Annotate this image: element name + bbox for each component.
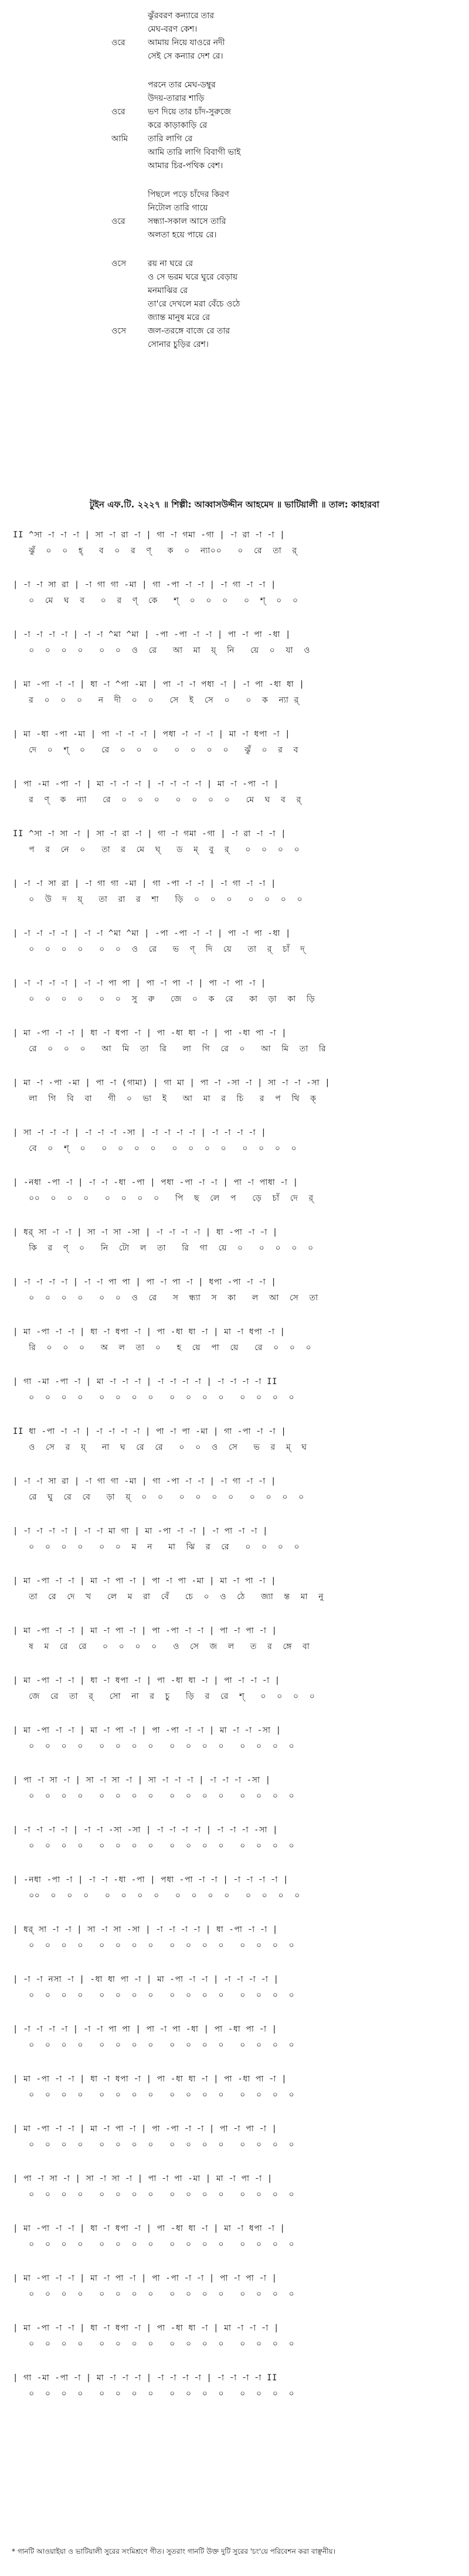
lyrics-block bbox=[111, 9, 358, 367]
notation-row bbox=[0, 1623, 469, 1673]
syllable-line: জে রে তা র্ সো না র চু ড়ি র রে শ্ ০ ০ ০ ০ bbox=[13, 1692, 315, 1701]
swara-line: II ধা -পা -া -া | -া -া -া -া | পা -া পা -মা | গা -পা -া -া | bbox=[13, 1427, 287, 1436]
lyric-text: আমি তারি লাগি বিবাগী ভাই bbox=[148, 148, 241, 157]
notation-row bbox=[0, 2022, 469, 2071]
syllable-line: ও সে র য়্ না ঘ রে রে ০ ০ ও সে ভ র ম্ ঘ bbox=[13, 1443, 307, 1452]
notation-row bbox=[0, 1324, 469, 1374]
swara-line: | মা -পা -া -া | মা -া পা -া | পা -া পা -মা | মা -া পা -া | bbox=[13, 1576, 277, 1586]
notation-row bbox=[0, 1922, 469, 1972]
notation-row bbox=[0, 876, 469, 926]
lyric-text: রয় না ঘরে রে bbox=[148, 259, 193, 268]
swara-line: | মা -পা -া -া | ধা -া ধপা -া | পা -ধা ধা -া | মা -া -া -া | bbox=[13, 2323, 280, 2333]
lyric-prefix: ওসে bbox=[111, 326, 127, 336]
swara-line: | -া -া -া -া | -া -া মা গা | মা -পা -া -া | -া পা -া -া | bbox=[13, 1526, 269, 1536]
lyric-line bbox=[111, 50, 358, 63]
lyric-text: আমার চির-পথিক বেশ। bbox=[148, 161, 223, 171]
swara-line: | -া -া -া -া | -া -া ^মা ^মা | -পা -পা -া -া | পা -া পা -ধা | bbox=[13, 929, 291, 938]
swara-line: | গা -মা -পা -া | মা -া -া -া | -া -া -া -া | -া -া -া -া II bbox=[13, 2373, 278, 2383]
swara-line: | ধর্ সা -া -া | সা -া সা -সা | -া -া -া -া | ধা -পা -া -া | bbox=[13, 1228, 278, 1237]
swara-line: | পা -া সা -া | সা -া সা -া | পা -া পা -মা | মা -া পা -া | bbox=[13, 2174, 273, 2183]
lyric-prefix: ওরে bbox=[111, 38, 125, 47]
lyric-line bbox=[111, 298, 358, 311]
syllable-line: ০ উ দ য়্ তা রা র শা ড়ি ০ ০ ০ ০ ০ ০ ০ bbox=[13, 895, 303, 904]
swara-line: | মা -পা -া -া | ধা -া ধপা -া | পা -ধা ধা -া | মা -া ধপা -া | bbox=[13, 2224, 286, 2233]
syllable-line: ০০ ০ ০ ০ ০ ০ ০ ০ ০ ০ ০ ০ ০ ০ ০ ০ bbox=[13, 1891, 300, 1900]
swara-line: | মা -পা -া -া | ধা -া ধপা -া | পা -ধা ধা -া | মা -া ধপা -া | bbox=[13, 1327, 286, 1337]
lyric-prefix: আমি bbox=[111, 134, 128, 144]
notation-row bbox=[0, 976, 469, 1025]
lyric-line bbox=[111, 146, 358, 159]
syllable-line: ০ ০ ০ ০ ০ ০ ০ ০ ০ ০ ০ ০ ০ ০ ০ ০ bbox=[13, 2240, 295, 2249]
lyric-text: ও সে ভরম ঘরে ঘুরে বেড়ায় bbox=[148, 272, 238, 282]
syllable-line: ০ মে ঘ ব ০ র ণ্ কে শ্ ০ ০ ০ ০ শ্ ০ ০ bbox=[13, 596, 298, 605]
lyric-line bbox=[111, 132, 358, 146]
syllable-line: ০ ০ ০ ০ ০ ০ ০ ০ ০ ০ ০ ০ ০ ০ ০ ০ bbox=[13, 1742, 295, 1751]
lyric-line bbox=[111, 338, 358, 352]
syllable-line: ০ ০ ০ ০ ০ ০ ০ ০ ০ ০ ০ ০ ০ ০ ০ ০ bbox=[13, 2339, 295, 2349]
lyric-line bbox=[111, 271, 358, 284]
notation-row bbox=[0, 2071, 469, 2121]
syllable-line: তা রে দে খ লে ম রা বেঁ চে ০ ও ঠে জ্যা ন্ত মা নু bbox=[13, 1592, 324, 1602]
lyric-prefix: ওরে bbox=[111, 217, 125, 226]
swara-line: | -নধা -পা -া | -া -া -ধা -পা | পধা -পা -া -া | -া -া -া -া | bbox=[13, 1875, 289, 1885]
swara-line: | মা -পা -া -া | ধা -া ধপা -া | পা -ধা ধা -া | পা -ধা পা -া | bbox=[13, 1028, 287, 1038]
lyric-line bbox=[111, 105, 358, 119]
lyric-line bbox=[111, 311, 358, 325]
lyric-line bbox=[111, 36, 358, 50]
notation-row bbox=[0, 1225, 469, 1275]
lyric-text: ভণ দিয়ে তার চাঁদ-সুরুজে bbox=[148, 107, 231, 117]
syllable-line: ০ ০ ০ ০ ০ ০ ০ ০ ০ ০ ০ ০ ০ ০ ০ ০ bbox=[13, 2040, 295, 2050]
lyric-text: ঝুঁরবরণ কন্যারে তার bbox=[148, 11, 215, 21]
notation-row bbox=[0, 627, 469, 677]
notation-row bbox=[0, 1673, 469, 1723]
lyric-text: তারি লাগি রে bbox=[148, 134, 193, 144]
lyric-text: পরনে তার মেঘ-ডম্বুর bbox=[148, 80, 216, 90]
lyric-line bbox=[111, 257, 358, 271]
syllable-line: ০ ০ ০ ০ ০ ০ ০ ০ ০ ০ ০ ০ ০ ০ ০ ০ bbox=[13, 2289, 295, 2299]
lyrics-stanza bbox=[111, 188, 358, 242]
lyric-line bbox=[111, 284, 358, 298]
syllable-line: ০ ০ ০ ০ ০ ০ ০ ০ ০ ০ ০ ০ ০ ০ ০ ০ bbox=[13, 1393, 295, 1402]
swara-line: | ধর্ সা -া -া | সা -া সা -সা | -া -া -া -া | ধা -পা -া -া | bbox=[13, 1925, 278, 1934]
syllable-line: ০ ০ ০ ০ ০ ০ ও রে আ মা য়্ নি য়ে ০ যা ও bbox=[13, 646, 311, 655]
notation-row bbox=[0, 1723, 469, 1773]
notation-row bbox=[0, 2271, 469, 2321]
syllable-line: র ০ ০ ০ ন দী ০ ০ সে ই সে ০ ০ ক ন্যা র্ bbox=[13, 696, 299, 705]
syllable-line: ০ ০ ০ ০ ০ ০ ০ ০ ০ ০ ০ ০ ০ ০ ০ ০ bbox=[13, 1841, 295, 1851]
notation-row bbox=[0, 1424, 469, 1474]
notation-row bbox=[0, 1972, 469, 2022]
swara-line: | মা -পা -া -া | মা -া পা -া | পা -পা -া -া | পা -া পা -া | bbox=[13, 2274, 277, 2283]
lyric-text: পিছলে পড়ে চাঁদের কিরণ bbox=[148, 190, 229, 199]
lyric-text: উদয়-তারার শাড়ি bbox=[148, 94, 205, 103]
swara-line: | -া -া -া -া | -া -া পা পা | পা -া পা -া | ধপা -পা -া -া | bbox=[13, 1277, 277, 1287]
lyric-prefix: ওসে bbox=[111, 259, 127, 268]
lyric-line bbox=[111, 9, 358, 23]
notation-row bbox=[0, 1474, 469, 1524]
lyrics-stanza bbox=[111, 79, 358, 173]
swara-line: | -া -া -া -া | -া -া -সা -সা | -া -া -া -া | -া -া -া -সা | bbox=[13, 1825, 278, 1835]
lyric-line bbox=[111, 188, 358, 202]
notation-row bbox=[0, 926, 469, 976]
syllable-line: ০ ০ ০ ০ ০ ০ ০ ০ ০ ০ ০ ০ ০ ০ ০ ০ bbox=[13, 1791, 295, 1801]
notation-row bbox=[0, 727, 469, 776]
swara-line: | পা -মা -পা -া | মা -া -া -া | -া -া -া -া | মা -া -পা -া | bbox=[13, 779, 279, 789]
swara-line: | -া -া সা রা | -া গা গা -মা | গা -পা -া -া | -া গা -া -া | bbox=[13, 1477, 276, 1486]
syllable-line: ০ ০ ০ ০ ০ ০ ম ন মা ঝি র রে ০ ০ ০ ০ bbox=[13, 1542, 300, 1552]
lyric-line bbox=[111, 215, 358, 229]
syllable-line: ০০ ০ ০ ০ ০ ০ ০ ০ পি ছ লে প ড়ে চাঁ দে র্ bbox=[13, 1194, 314, 1203]
lyrics-stanza bbox=[111, 9, 358, 63]
notation-row bbox=[0, 1374, 469, 1424]
notation-row bbox=[0, 826, 469, 876]
lyric-text: করে কাড়াকাড়ি রে bbox=[148, 121, 208, 130]
lyric-line bbox=[111, 92, 358, 105]
notation-row bbox=[0, 527, 469, 577]
swara-line: | মা -পা -া -া | মা -া পা -া | পা -পা -া -া | মা -া -া -সা | bbox=[13, 1726, 281, 1735]
lyric-text: সন্ধ্যা-সকাল আসে তারি bbox=[148, 217, 226, 226]
notation-row bbox=[0, 1275, 469, 1324]
lyric-line bbox=[111, 119, 358, 132]
swara-line: | মা -ধা -পা -মা | পা -া -া -া | পধা -া -া -া | মা -া ধপা -া | bbox=[13, 730, 291, 739]
lyric-line bbox=[111, 325, 358, 338]
syllable-line: রি ০ ০ ০ অ ল তা ০ হ য়ে পা য়ে রে ০ ০ ০ bbox=[13, 1343, 312, 1352]
lyrics-stanza bbox=[111, 257, 358, 352]
swara-line: | -া -া -া -া | -া -া পা পা | পা -া পা -া | পা -া পা -া | bbox=[13, 979, 266, 988]
lyric-text: জল-তরঙ্গে বাজে রে তার bbox=[148, 326, 230, 336]
notation-block bbox=[0, 527, 469, 2420]
song-header: টুইন এফ.টি. ২২২৭ ॥ শিল্পী: আব্বাসউদ্দীন আহমেদ ॥ ভাটিয়ালী ॥ তাল: কাহারবা bbox=[89, 499, 380, 510]
swara-line: | মা -পা -া -া | মা -া পা -া | পা -পা -া -া | পা -া পা -া | bbox=[13, 1626, 277, 1635]
swara-line: | গা -মা -পা -া | মা -া -া -া | -া -া -া -া | -া -া -া -া II bbox=[13, 1377, 278, 1386]
syllable-line: ঝুঁ ০ ০ হ্ ব ০ র ণ্ ক ০ ন্যা০০ ০ রে তা র্ bbox=[13, 546, 297, 556]
notation-row bbox=[0, 776, 469, 826]
notation-row bbox=[0, 1075, 469, 1125]
syllable-line: প র নে ০ তা র মে ঘ্ ড ম্ বু র্ ০ ০ ০ ০ bbox=[13, 845, 300, 854]
syllable-line: ০ ০ ০ ০ ০ ০ ০ ০ ০ ০ ০ ০ ০ ০ ০ ০ bbox=[13, 2140, 295, 2149]
notation-row bbox=[0, 2321, 469, 2370]
notation-row bbox=[0, 1025, 469, 1075]
lyric-text: মনমাঝির রে bbox=[148, 286, 188, 295]
lyric-line bbox=[111, 159, 358, 173]
notation-row bbox=[0, 1822, 469, 1872]
swara-line: | মা -া -পা -মা | পা -া (গামা) | গা মা | পা -া -সা -া | সা -া -া -সা | bbox=[13, 1078, 331, 1088]
notation-row bbox=[0, 2370, 469, 2420]
swara-line: | -া -া নসা -া | -ধা ধা পা -া | মা -পা -া -া | -া -া -া -া | bbox=[13, 1975, 279, 1984]
syllable-line: ০ ০ ০ ০ ০ ০ ০ ০ ০ ০ ০ ০ ০ ০ ০ ০ bbox=[13, 2190, 295, 2199]
swara-line: | -া -া -া -া | -া -া পা পা | পা -া পা -ধা | পা -ধা পা -া | bbox=[13, 2025, 277, 2034]
swara-line: | -া -া সা রা | -া গা গা -মা | গা -পা -া -া | -া গা -া -া | bbox=[13, 580, 276, 590]
notation-row bbox=[0, 1773, 469, 1822]
syllable-line: র ণ্ ক ন্যা রে ০ ০ ০ ০ ০ ০ ০ মে ঘ ব র্ bbox=[13, 795, 301, 805]
lyric-text: তা'রে দেখলে মরা বেঁচে ওঠে bbox=[148, 299, 240, 309]
lyric-text: আমায় নিয়ে যাওরে নদী bbox=[148, 38, 225, 47]
syllable-line: ০ ০ ০ ০ ০ ০ সু রু জে ০ ক রে কা ড়া কা ড়ি bbox=[13, 994, 315, 1004]
swara-line: | -া -া -া -া | -া -া ^মা ^মা | -পা -পা -া -া | পা -া পা -ধা | bbox=[13, 630, 291, 639]
notation-row bbox=[0, 1125, 469, 1175]
notation-row bbox=[0, 1524, 469, 1573]
swara-line: | -নধা -পা -া | -া -া -ধা -পা | পধা -পা -া -া | পা -া পাধা -া | bbox=[13, 1178, 298, 1187]
syllable-line: কি র ণ্ ০ নি টো ল তা রি গা য়ে ০ ০ ০ ০ ০ bbox=[13, 1243, 314, 1253]
lyric-line bbox=[111, 23, 358, 36]
swara-line: | পা -া সা -া | সা -া সা -া | সা -া -া -া | -া -া -া -সা | bbox=[13, 1776, 271, 1785]
lyric-text: সোনার চুড়ির রেশ। bbox=[148, 340, 209, 349]
swara-line: | মা -পা -া -া | মা -া পা -া | পা -পা -া -া | পা -া পা -া | bbox=[13, 2124, 277, 2134]
notation-row bbox=[0, 2221, 469, 2271]
syllable-line: দে ০ শ্ ০ রে ০ ০ ০ ০ ০ ০ ০ ঝুঁ ০ র ব bbox=[13, 745, 298, 755]
syllable-line: ০ ০ ০ ০ ০ ০ ০ ০ ০ ০ ০ ০ ০ ০ ০ ০ bbox=[13, 2090, 295, 2100]
lyric-prefix: ওরে bbox=[111, 107, 125, 117]
notation-row bbox=[0, 2171, 469, 2221]
swara-line: | মা -পা -া -া | ধা -া ^পা -মা | পা -া -া পধা -া | -া পা -ধা ধা | bbox=[13, 680, 305, 689]
syllable-line: ০ ০ ০ ০ ০ ০ ও রে ভ ণ্ দি য়ে তা র্ চাঁ দ্ bbox=[13, 945, 305, 954]
syllable-line: বে ০ শ্ ০ ০ ০ ০ ০ ০ ০ ০ ০ ০ ০ ০ ০ bbox=[13, 1144, 297, 1153]
lyric-text: সেই সে কন্যার দেশ রে। bbox=[148, 52, 223, 61]
swara-line: | মা -পা -া -া | ধা -া ধপা -া | পা -ধা ধা -া | পা -ধা পা -া | bbox=[13, 2074, 287, 2084]
lyric-text: নিটোল তারি গায়ে bbox=[148, 203, 208, 213]
syllable-line: রে ০ ০ ০ আ মি তা রি লা গি রে ০ আ মি তা রি bbox=[13, 1044, 327, 1054]
syllable-line: ০ ০ ০ ০ ০ ০ ০ ০ ০ ০ ০ ০ ০ ০ ০ ০ bbox=[13, 1991, 295, 2000]
syllable-line: ০ ০ ০ ০ ০ ০ ০ ০ ০ ০ ০ ০ ০ ০ ০ ০ bbox=[13, 2389, 295, 2398]
swara-line: | -া -া সা রা | -া গা গা -মা | গা -পা -া -া | -া গা -া -া | bbox=[13, 879, 276, 888]
swara-line: II ^সা -া -া -া | সা -া রা -া | গা -া গমা -গা | -া রা -া -া | bbox=[13, 530, 286, 540]
swara-line: | সা -া -া -া | -া -া -া -সা | -া -া -া -া | -া -া -া -া | bbox=[13, 1128, 267, 1137]
syllable-line: ০ ০ ০ ০ ০ ০ ০ ০ ০ ০ ০ ০ ০ ০ ০ ০ bbox=[13, 1941, 295, 1950]
lyric-text: মেঘ-বরণ কেশ। bbox=[148, 25, 198, 34]
swara-line: II ^সা -া সা -া | সা -া রা -া | গা -া গমা -গা | -া রা -া -া | bbox=[13, 829, 287, 839]
syllable-line: ষ ম রে রে ০ ০ ০ ০ ও সে জ ল ত র ঙ্গে বা bbox=[13, 1642, 310, 1651]
notation-row bbox=[0, 1872, 469, 1922]
notation-row bbox=[0, 1573, 469, 1623]
syllable-line: ০ ০ ০ ০ ০ ০ ও রে স ন্ধ্যা স কা ল আ সে তা bbox=[13, 1293, 318, 1303]
footnote: * গানটি আওয়াইয়া ও ভাটিয়ালী সুরের সংমিশ্রণে গীত। সুতরাং গানটি উক্ত দুটি সুরের 'চং'য়ে পরিবেশন করা বাঞ্ছনীয়। bbox=[12, 2547, 335, 2555]
notation-row bbox=[0, 577, 469, 627]
syllable-line: লা গি বি বা গী ০ ভা ই আ মা র চি র প থি ক্ bbox=[13, 1094, 317, 1103]
notation-row bbox=[0, 1175, 469, 1225]
lyric-line bbox=[111, 79, 358, 92]
lyric-line bbox=[111, 202, 358, 215]
lyric-text: জ্যান্ত মানুষ মরে রে bbox=[148, 313, 210, 322]
notation-row bbox=[0, 2121, 469, 2171]
lyric-line bbox=[111, 229, 358, 242]
syllable-line: রে ঘু রে বে ড়া য়্ ০ ০ ০ ০ ০ ০ ০ ০ ০ ০ bbox=[13, 1493, 304, 1502]
swara-line: | মা -পা -া -া | ধা -া ধপা -া | পা -ধা ধা -া | পা -া -া -া | bbox=[13, 1676, 280, 1685]
notation-row bbox=[0, 677, 469, 727]
lyric-text: অলতা হয়ে পায়ে রে। bbox=[148, 230, 217, 240]
